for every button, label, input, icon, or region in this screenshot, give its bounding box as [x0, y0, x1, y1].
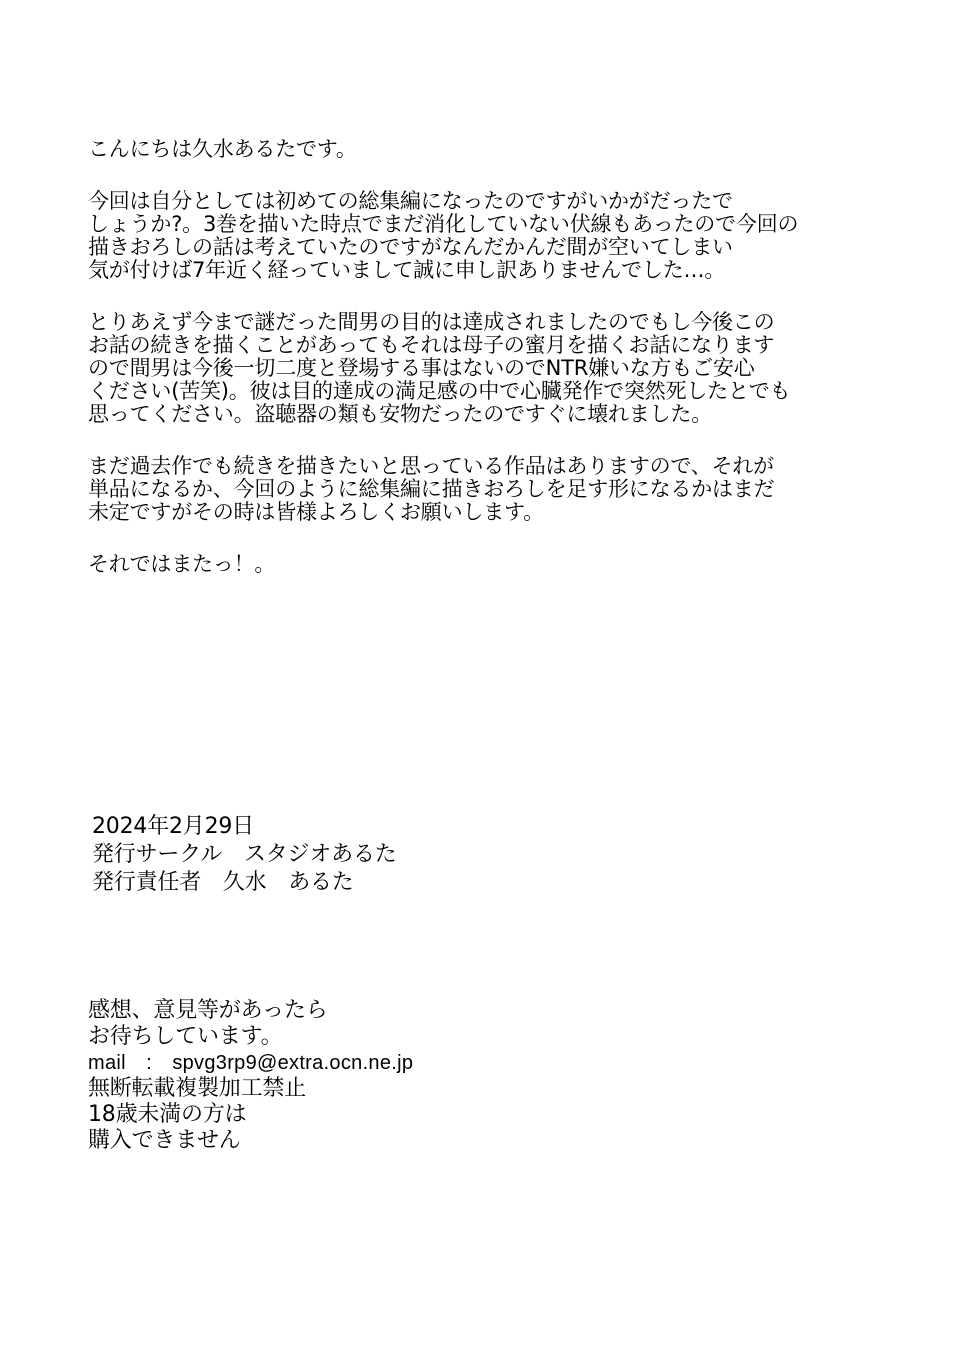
text-line: お話の続きを描くことがあってもそれは母子の蜜月を描くお話になります: [88, 333, 775, 357]
text-line: ので間男は今後一切二度と登場する事はないのでNTR嫌いな方もご安心: [88, 356, 755, 380]
paragraph-story: [88, 311, 908, 426]
afterword-text: [88, 138, 908, 605]
text-line: それではまたっ！。: [88, 552, 276, 576]
copyright-notice: 無断転載複製加工禁止: [88, 1076, 307, 1101]
paragraph-compilation: [88, 190, 908, 282]
text-line: こんにちは久水あるたです。: [88, 137, 357, 161]
text-line: 描きおろしの話は考えていたのですがなんだかんだ間が空いてしまい: [88, 235, 733, 259]
text-line: 今回は自分としては初めての総集編になったのですがいかがだったで: [88, 189, 733, 213]
paragraph-greeting: [88, 138, 908, 161]
text-line: 未定ですがその時は皆様よろしくお願いします。: [88, 500, 544, 524]
text-line: ください(苦笑)。彼は目的達成の満足感の中で心臓発作で突然死したとでも: [88, 379, 791, 403]
colophon: [92, 813, 397, 897]
paragraph-closing: [88, 553, 908, 576]
text-line: とりあえず今まで謎だった間男の目的は達成されましたのでもし今後この: [88, 310, 775, 334]
text-line: まだ過去作でも続きを描きたいと思っている作品はありますので、それが: [88, 454, 774, 478]
feedback-request-2: お待ちしています。: [88, 1024, 283, 1049]
text-line: 単品になるか、今回のように総集編に描きおろしを足す形になるかはまだ: [88, 477, 775, 501]
feedback-request: 感想、意見等があったら: [88, 998, 328, 1023]
mail-address: mail : spvg3rp9@extra.ocn.ne.jp: [88, 1052, 414, 1074]
text-line: 気が付けば7年近く経っていまして誠に申し訳ありませんでした…。: [88, 258, 726, 282]
age-restriction-2: 購入できません: [88, 1128, 241, 1153]
text-line: しょうか?。3巻を描いた時点でまだ消化していない伏線もあったので今回の: [88, 212, 799, 236]
contact-block: [88, 998, 413, 1154]
publish-date: 2024年2月29日: [92, 814, 254, 839]
publisher: 発行責任者 久水 あるた: [92, 870, 354, 895]
paragraph-future: [88, 455, 908, 524]
age-restriction: 18歳未満の方は: [88, 1102, 247, 1127]
publishing-circle: 発行サークル スタジオあるた: [92, 842, 397, 867]
text-line: 思ってください。盗聴器の類も安物だったのですぐに壊れました。: [88, 402, 712, 426]
